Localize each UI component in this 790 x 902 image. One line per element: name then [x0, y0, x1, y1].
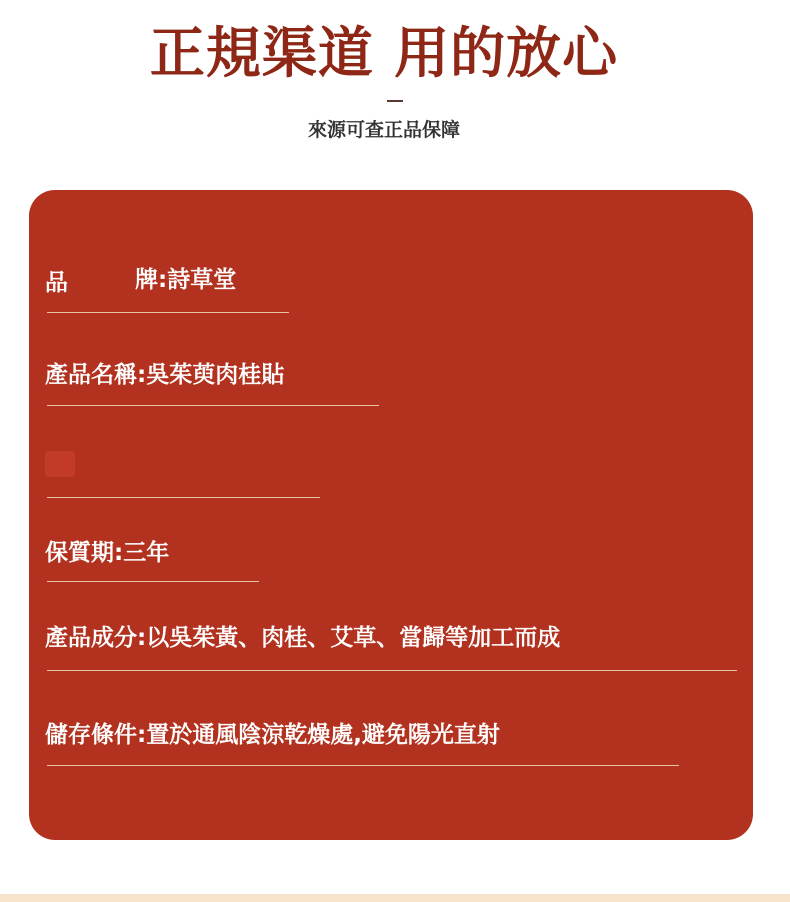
brand-underline — [47, 312, 289, 313]
hidden-field-underline — [47, 497, 320, 498]
title-divider — [387, 100, 403, 102]
bottom-strip — [0, 894, 790, 902]
shelf-life: 保質期:三年 — [45, 540, 170, 566]
storage-conditions: 儲存條件:置於通風陰涼乾燥處,避免陽光直射 — [45, 722, 500, 748]
storage-underline — [47, 765, 679, 766]
brand-label: 品 — [45, 270, 68, 296]
product-name: 產品名稱:吳茱萸肉桂貼 — [45, 362, 285, 388]
redacted-mark — [45, 451, 75, 477]
page-subtitle: 來源可查正品保障 — [307, 119, 460, 141]
shelf-life-underline — [47, 581, 259, 582]
brand-value: 牌:詩草堂 — [135, 267, 237, 293]
ingredients: 產品成分:以吳茱黃、肉桂、艾草、當歸等加工而成 — [45, 625, 561, 651]
page-title: 正規渠道 用的放心 — [149, 21, 619, 85]
product-name-underline — [47, 405, 379, 406]
ingredients-underline — [47, 670, 737, 671]
